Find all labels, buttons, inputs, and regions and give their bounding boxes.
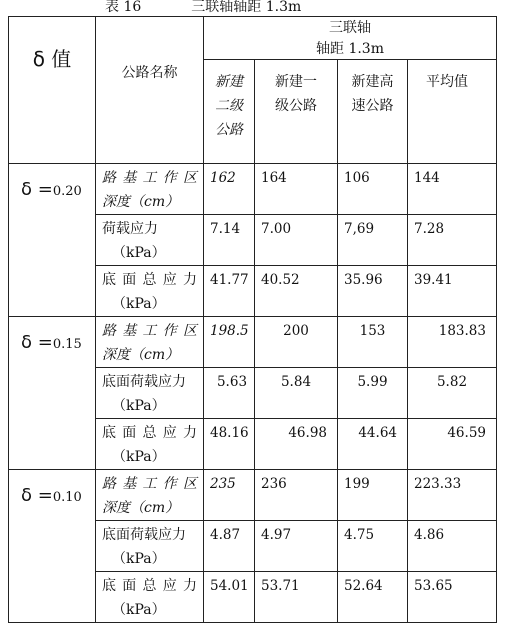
- cell-value: 198.5: [204, 317, 255, 368]
- cell-value: 144: [408, 164, 497, 215]
- table-row: [9, 317, 497, 368]
- col-header-new-first-class: [255, 60, 338, 164]
- cell-value: 53.65: [408, 572, 497, 623]
- cell-value: 41.77: [204, 266, 255, 317]
- row-label-unit: 深度（cm）: [102, 194, 180, 210]
- row-label-unit: 深度（cm）: [102, 500, 180, 516]
- cell-value: 39.41: [408, 266, 497, 317]
- row-label: [96, 368, 204, 419]
- row-label-unit: （kPa）: [112, 296, 166, 312]
- axle-group-line2: 轴距 1.3m: [316, 41, 384, 57]
- col-header-new-expressway: [338, 60, 408, 164]
- cell-value: 44.64: [338, 419, 408, 470]
- row-label-text: 底面总应力: [102, 425, 197, 441]
- cell-value: 52.64: [338, 572, 408, 623]
- row-label-text: 底面总应力: [102, 578, 197, 594]
- cell-value: 35.96: [338, 266, 408, 317]
- delta-equals: =: [37, 485, 53, 506]
- col-header-new-second-class: [204, 60, 255, 164]
- cell-value: 7,69: [338, 215, 408, 266]
- cell-value: 7.28: [408, 215, 497, 266]
- row-label-text: 路基工作区: [102, 170, 197, 186]
- row-label-text: 荷载应力: [102, 221, 158, 237]
- cell-value: 5.99: [338, 368, 408, 419]
- row-label: [96, 470, 204, 521]
- cell-value: 153: [338, 317, 408, 368]
- road-name-header: 公路名称: [96, 17, 204, 164]
- row-label-text: 底面荷载应力: [102, 527, 186, 543]
- cell-value: 183.83: [408, 317, 497, 368]
- cell-value: 7.00: [255, 215, 338, 266]
- cell-value: 48.16: [204, 419, 255, 470]
- cell-value: 223.33: [408, 470, 497, 521]
- delta-symbol: δ: [32, 47, 45, 71]
- table-row: [9, 470, 497, 521]
- delta-word: 值: [51, 47, 72, 71]
- col-header-line: 速公路: [351, 98, 394, 114]
- row-label-text: 底面荷载应力: [102, 374, 186, 390]
- row-label: [96, 215, 204, 266]
- delta-symbol: δ: [21, 332, 33, 353]
- row-label-unit: （kPa）: [112, 398, 166, 414]
- col-header-line: 二级: [215, 98, 243, 114]
- row-label-unit: （kPa）: [112, 602, 166, 618]
- cell-value: 235: [204, 470, 255, 521]
- cell-value: 5.84: [255, 368, 338, 419]
- row-label: [96, 164, 204, 215]
- table-title: 三联轴轴距 1.3m: [191, 0, 302, 15]
- cell-value: 106: [338, 164, 408, 215]
- delta-value: 0.20: [52, 184, 82, 199]
- delta-symbol: δ: [21, 179, 33, 200]
- delta-cell: [9, 164, 96, 317]
- cell-value: 40.52: [255, 266, 338, 317]
- cell-value: 199: [338, 470, 408, 521]
- delta-equals: =: [37, 332, 53, 353]
- cell-value: 53.71: [255, 572, 338, 623]
- col-header-line: 公路: [215, 122, 243, 138]
- row-label-text: 路基工作区: [102, 476, 197, 492]
- col-header-line: 级公路: [275, 98, 317, 114]
- row-label: [96, 521, 204, 572]
- row-label-text: 底面总应力: [102, 272, 197, 288]
- row-label-unit: 深度（cm）: [102, 347, 180, 363]
- col-header-line: 平均值: [426, 74, 468, 90]
- cell-value: 200: [255, 317, 338, 368]
- cell-value: 46.59: [408, 419, 497, 470]
- row-label-unit: （kPa）: [112, 449, 166, 465]
- row-label-unit: （kPa）: [112, 551, 166, 567]
- delta-equals: =: [37, 179, 53, 200]
- cell-value: 4.75: [338, 521, 408, 572]
- cell-value: 54.01: [204, 572, 255, 623]
- cell-value: 7.14: [204, 215, 255, 266]
- cell-value: 46.98: [255, 419, 338, 470]
- delta-symbol: δ: [21, 485, 33, 506]
- row-label: [96, 419, 204, 470]
- col-header-line: 新建一: [275, 74, 317, 90]
- cell-value: 236: [255, 470, 338, 521]
- delta-header: [9, 17, 96, 164]
- table-caption: [105, 0, 301, 16]
- row-label-text: 路基工作区: [102, 323, 197, 339]
- row-label: [96, 572, 204, 623]
- axle-group-header: [204, 17, 497, 60]
- delta-value: 0.15: [52, 337, 82, 352]
- table-number: 表 16: [105, 0, 142, 15]
- row-label: [96, 266, 204, 317]
- cell-value: 4.86: [408, 521, 497, 572]
- delta-cell: [9, 317, 96, 470]
- delta-value: 0.10: [52, 490, 82, 505]
- cell-value: 5.82: [408, 368, 497, 419]
- header-row-1: [9, 17, 497, 60]
- cell-value: 162: [204, 164, 255, 215]
- cell-value: 164: [255, 164, 338, 215]
- cell-value: 4.97: [255, 521, 338, 572]
- col-header-line: 新建: [215, 74, 243, 90]
- col-header-average: [408, 60, 497, 164]
- row-label: [96, 317, 204, 368]
- axle-group-line1: 三联轴: [329, 20, 371, 36]
- col-header-line: 新建高: [351, 74, 394, 90]
- row-label-unit: （kPa）: [112, 245, 166, 261]
- cell-value: 5.63: [204, 368, 255, 419]
- delta-cell: [9, 470, 96, 623]
- table-row: [9, 164, 497, 215]
- cell-value: 4.87: [204, 521, 255, 572]
- data-table: [8, 16, 497, 623]
